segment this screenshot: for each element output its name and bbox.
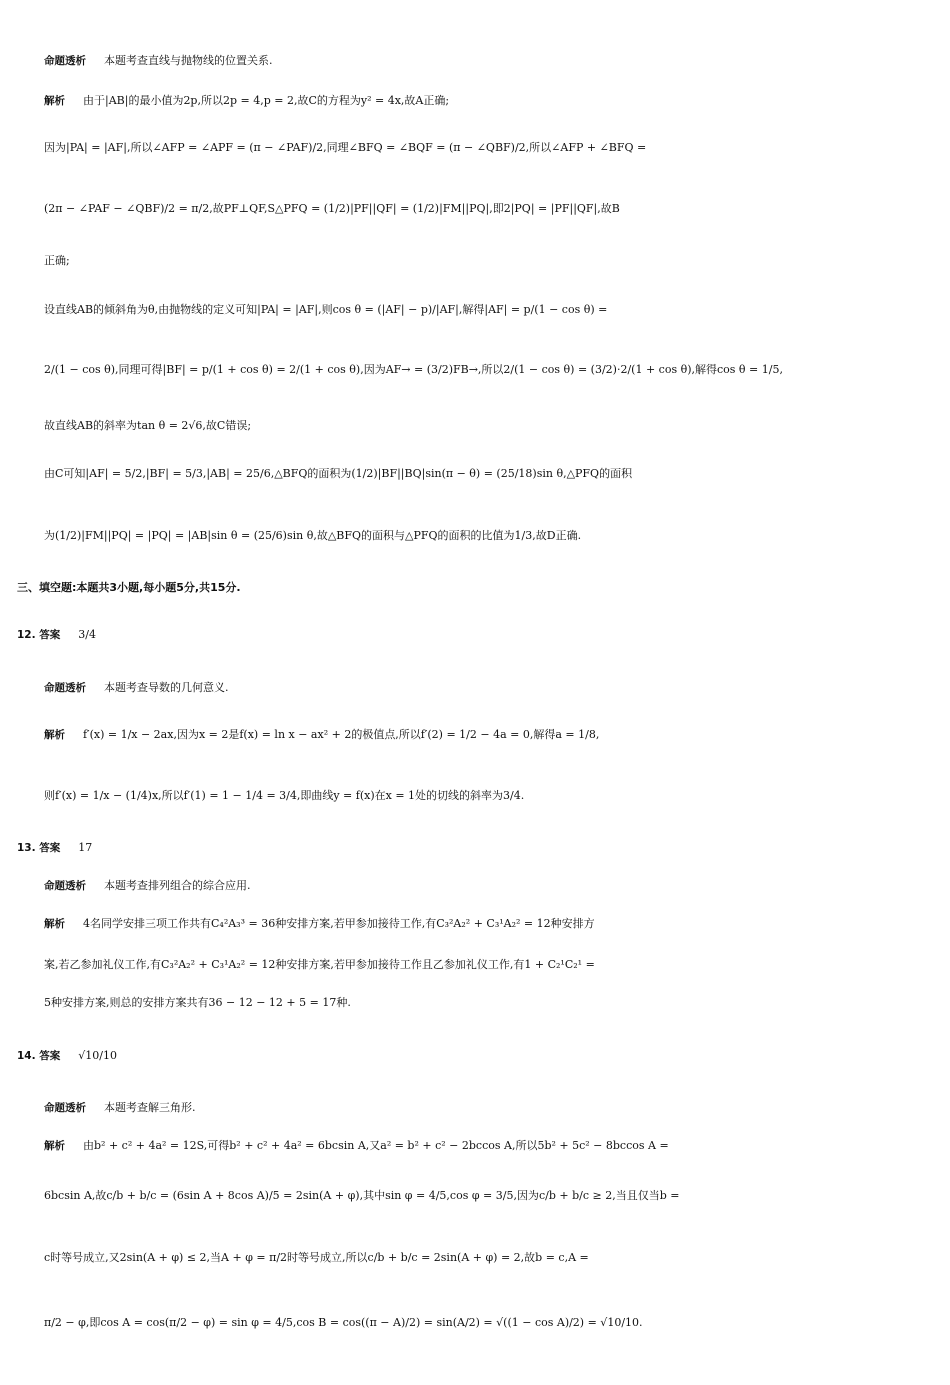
text: 案,若乙参加礼仪工作,有C₃²A₂² + C₃¹A₂² = 12种安排方案,若甲参加接待工作且乙参加礼仪工作,有1 + C₂¹C₂¹ = [44,958,595,971]
question-number: 12. 答案 [17,629,61,641]
line-21 [0,1095,950,1121]
line-19 [0,990,950,1016]
text: 由b² + c² + 4a² = 12S,可得b² + c² + 4a² = 6bcsin A,又a² = b² + c² − 2bccos A,所以5b² + 5c² − 8bccos A = [83,1139,669,1152]
line-4 [0,196,950,222]
text: 本题考查直线与抛物线的位置关系. [104,54,273,67]
line-18 [0,952,950,978]
line-1 [0,48,950,74]
label: 解析 [44,729,65,741]
text: 因为|PA| = |AF|,所以∠AFP = ∠APF = (π − ∠PAF)/2,同理∠BFQ = ∠BQF = (π − ∠QBF)/2,所以∠AFP + ∠BFQ = [44,141,647,154]
text: f′(x) = 1/x − 2ax,因为x = 2是f(x) = ln x − ax² + 2的极值点,所以f′(2) = 1/2 − 4a = 0,解得a = 1/8, [83,728,600,741]
text: 5种安排方案,则总的安排方案共有36 − 12 − 12 + 5 = 17种. [44,996,351,1009]
text: π/2 − φ,即cos A = cos(π/2 − φ) = sin φ = 4/5,cos B = cos((π − A)/2) = sin(A/2) = √((1 − cos A)/2) = √10/10. [44,1316,643,1329]
line-3 [0,135,950,161]
question-number: 13. 答案 [17,842,61,854]
label: 解析 [44,918,65,930]
text: 正确; [44,254,70,267]
line-10 [0,523,950,549]
text: 6bcsin A,故c/b + b/c = (6sin A + 8cos A)/5 = 2sin(A + φ),其中sin φ = 4/5,cos φ = 3/5,因为c/b + b/c ≥ 2,当且仅当b = [44,1189,680,1202]
line-2 [0,88,950,114]
text: 则f′(x) = 1/x − (1/4)x,所以f′(1) = 1 − 1/4 = 3/4,即曲线y = f(x)在x = 1处的切线的斜率为3/4. [44,789,525,802]
q12-answer [0,622,950,648]
q14-answer [0,1043,950,1069]
answer-value: 3/4 [78,628,96,641]
label: 解析 [44,1140,65,1152]
text: (2π − ∠PAF − ∠QBF)/2 = π/2,故PF⊥QF,S△PFQ = (1/2)|PF||QF| = (1/2)|FM||PQ|,即2|PQ| = |PF||QF|,故B [44,202,620,215]
text: 由C可知|AF| = 5/2,|BF| = 5/3,|AB| = 25/6,△BFQ的面积为(1/2)|BF||BQ|sin(π − θ) = (25/18)sin θ,△PFQ的面积 [44,467,633,480]
line-25 [0,1310,950,1336]
text: 本题考查导数的几何意义. [104,681,229,694]
line-17 [0,911,950,937]
section-header [0,575,950,601]
text: 为(1/2)|FM||PQ| = |PQ| = |AB|sin θ = (25/6)sin θ,故△BFQ的面积与△PFQ的面积的比值为1/3,故D正确. [44,529,582,542]
text: 本题考查解三角形. [104,1101,196,1114]
text: 4名同学安排三项工作共有C₄²A₃³ = 36种安排方案,若甲参加接待工作,有C₃²A₂² + C₃¹A₂² = 12种安排方 [83,917,595,930]
q13-answer [0,835,950,861]
line-5 [0,248,950,274]
line-9 [0,461,950,487]
line-7 [0,357,950,383]
label: 命题透析 [44,1102,86,1114]
line-22 [0,1133,950,1159]
line-13 [0,722,950,748]
answer-value: 17 [78,841,93,854]
text: 由于|AB|的最小值为2p,所以2p = 4,p = 2,故C的方程为y² = 4x,故A正确; [83,94,450,107]
line-12 [0,675,950,701]
text: c时等号成立,又2sin(A + φ) ≤ 2,当A + φ = π/2时等号成立,所以c/b + b/c = 2sin(A + φ) = 2,故b = c,A = [44,1251,589,1264]
text: 本题考查排列组合的综合应用. [104,879,251,892]
text: 设直线AB的倾斜角为θ,由抛物线的定义可知|PA| = |AF|,则cos θ = (|AF| − p)/|AF|,解得|AF| = p/(1 − cos θ) = [44,303,608,316]
text: 2/(1 − cos θ),同理可得|BF| = p/(1 + cos θ) = 2/(1 + cos θ),因为AF→ = (3/2)FB→,所以2/(1 − cos θ) = (3/2)·2/(1 + cos θ),解得cos θ = 1/5, [44,363,783,376]
label: 命题透析 [44,55,86,67]
text: 故直线AB的斜率为tan θ = 2√6,故C错误; [44,419,252,432]
line-14 [0,783,950,809]
line-24 [0,1245,950,1271]
label: 命题透析 [44,682,86,694]
label: 命题透析 [44,880,86,892]
answer-value: √10/10 [78,1049,117,1062]
question-number: 14. 答案 [17,1050,61,1062]
section-title: 三、填空题:本题共3小题,每小题5分,共15分. [17,581,241,594]
line-8 [0,413,950,439]
line-16 [0,873,950,899]
label: 解析 [44,95,65,107]
line-23 [0,1183,950,1209]
line-6 [0,297,950,323]
